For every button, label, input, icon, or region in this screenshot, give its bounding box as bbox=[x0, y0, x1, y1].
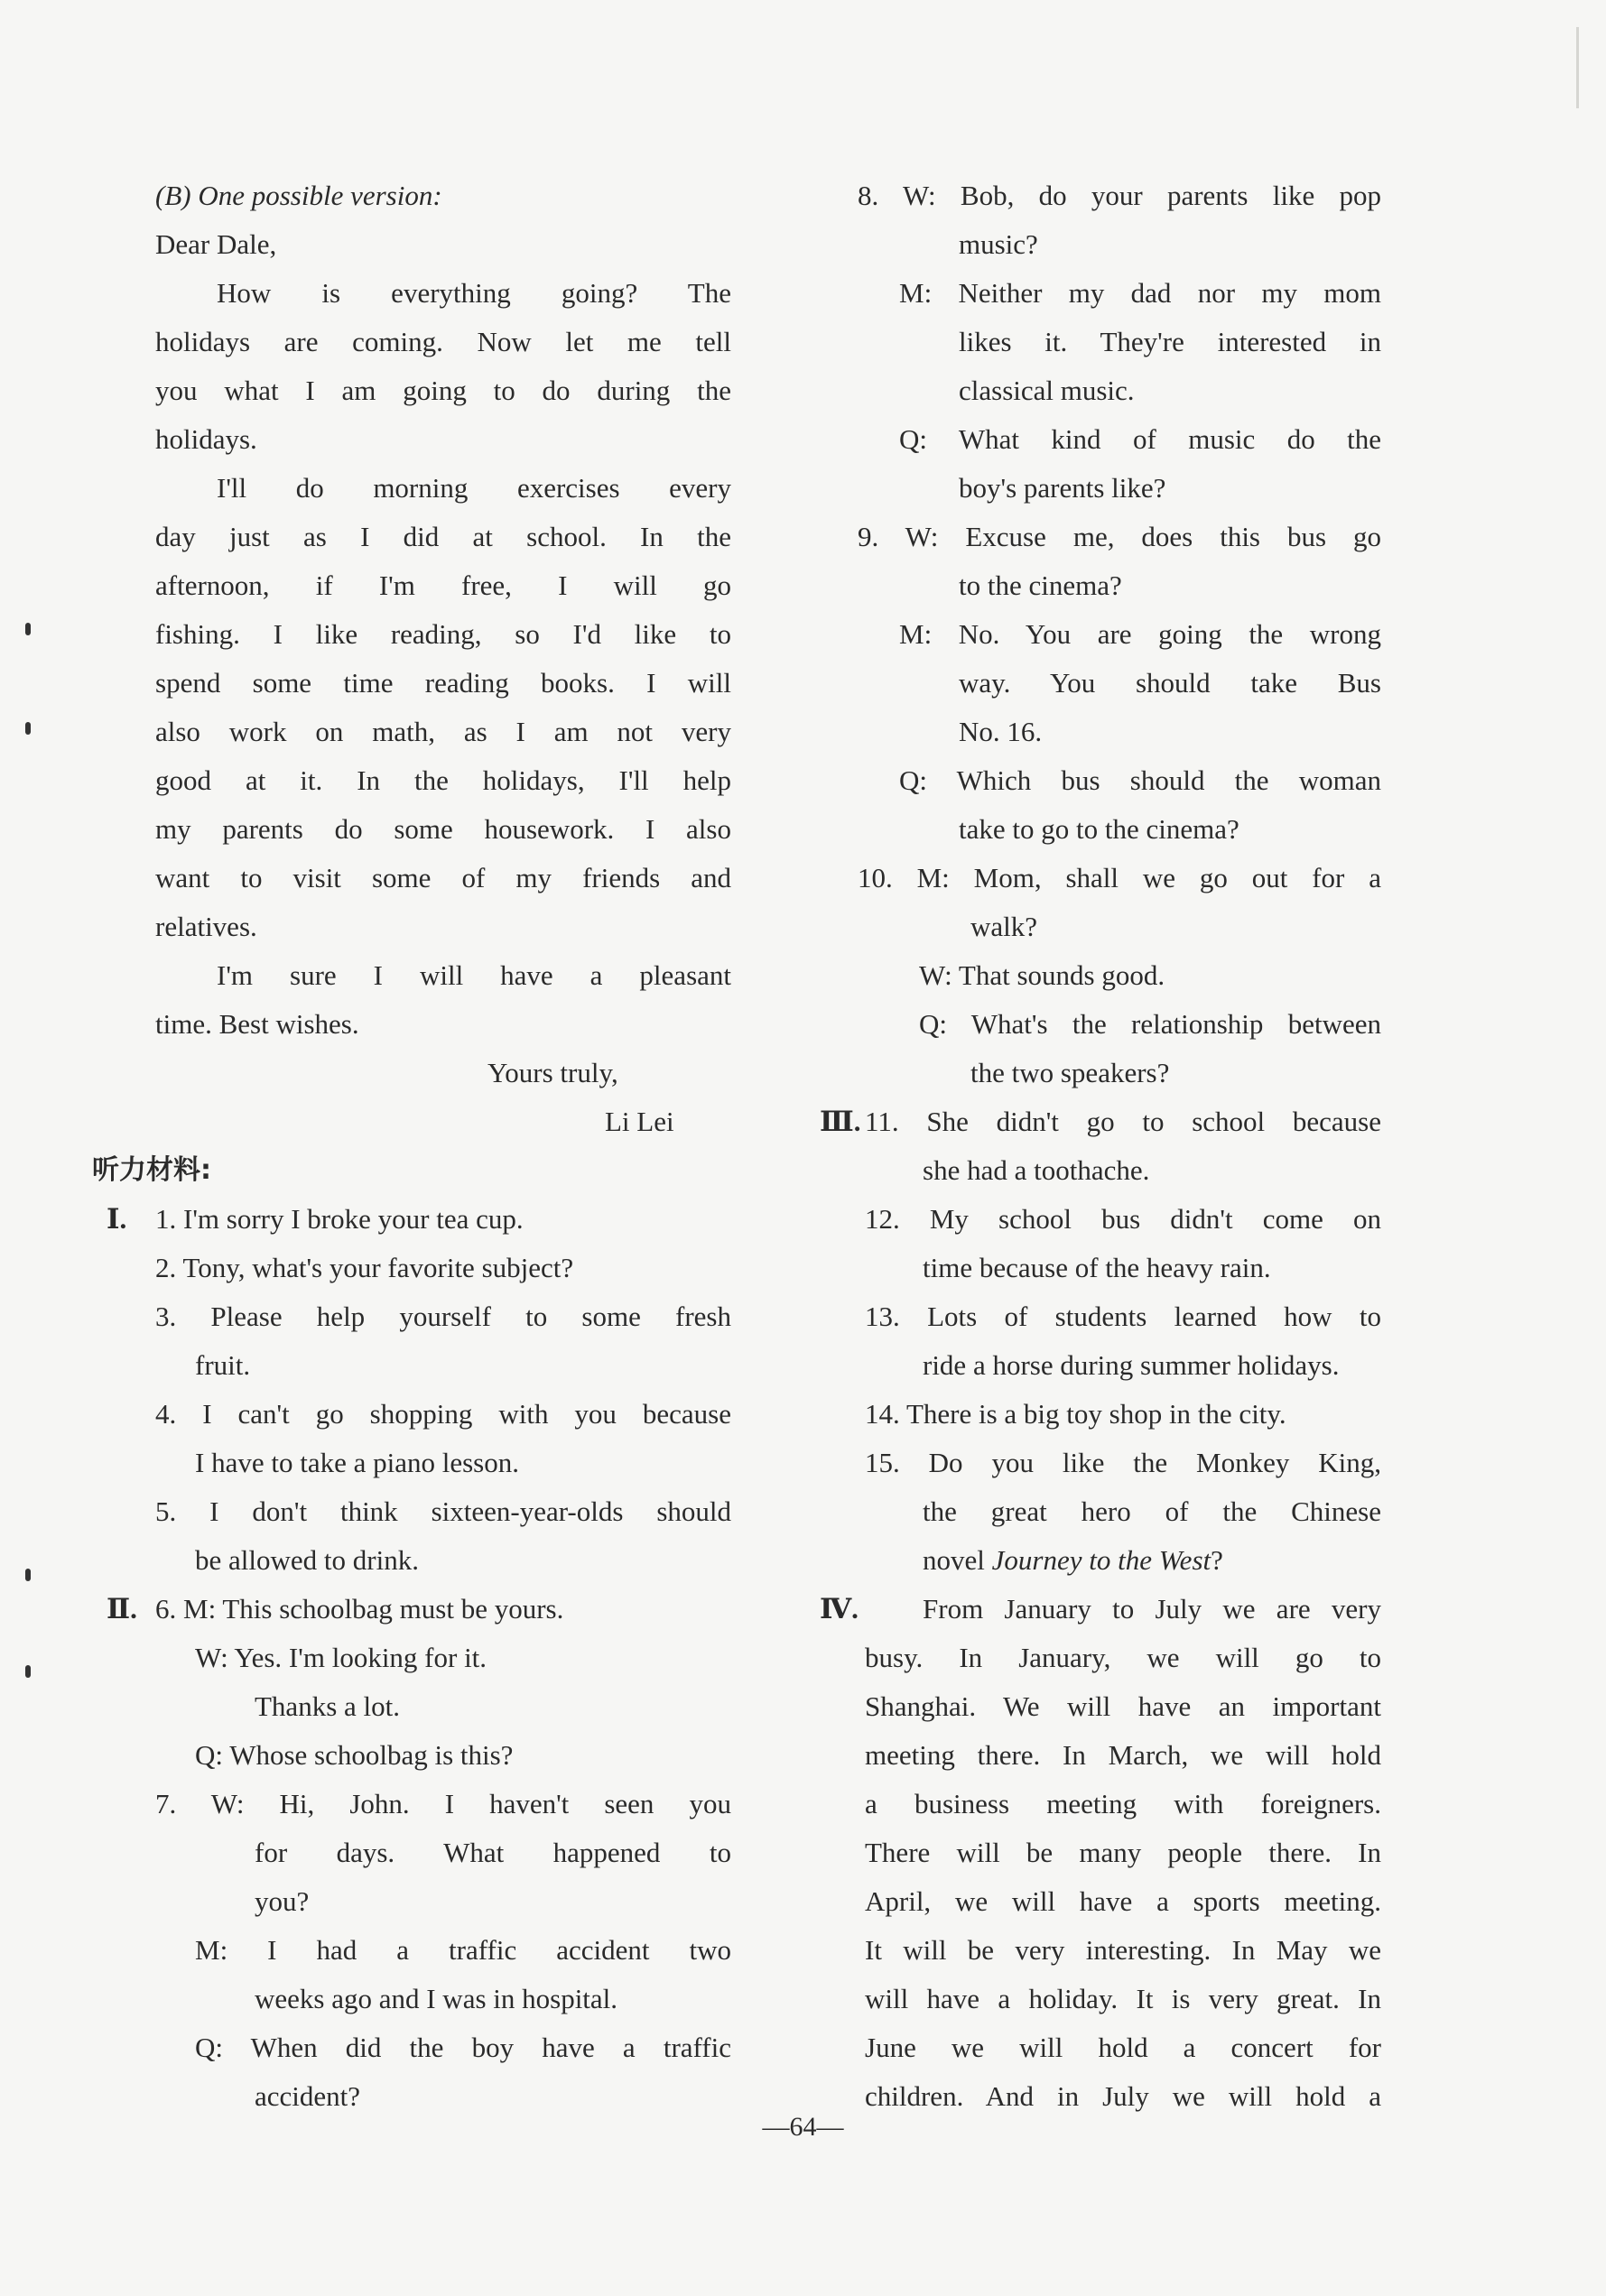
dialogue-line: W: That sounds good. bbox=[919, 959, 1165, 991]
listening-item: 5. I don't think sixteen-year-olds should bbox=[155, 1495, 731, 1527]
letter-line: relatives. bbox=[155, 911, 257, 942]
letter-line: I'm sure I will have a pleasant bbox=[217, 959, 731, 991]
letter-line: How is everything going? The bbox=[217, 277, 731, 309]
dialogue-line: Thanks a lot. bbox=[255, 1690, 400, 1722]
dialogue-line: walk? bbox=[970, 911, 1038, 942]
dialogue-line: 9. W: Excuse me, does this bus go bbox=[858, 521, 1381, 552]
listening-item: 11. She didn't go to school because bbox=[865, 1106, 1381, 1137]
letter-line: holidays are coming. Now let me tell bbox=[155, 326, 731, 357]
letter-greeting: Dear Dale, bbox=[155, 228, 277, 260]
listening-item: 3. Please help yourself to some fresh bbox=[155, 1301, 731, 1332]
dialogue-line: Q: Whose schoolbag is this? bbox=[195, 1739, 514, 1771]
letter-closing: Yours truly, bbox=[487, 1057, 618, 1088]
letter-line: afternoon, if I'm free, I will go bbox=[155, 569, 731, 601]
dialogue-line: likes it. They're interested in bbox=[959, 326, 1381, 357]
dialogue-line: boy's parents like? bbox=[959, 472, 1166, 504]
passage-line: There will be many people there. In bbox=[865, 1837, 1381, 1868]
listening-item: be allowed to drink. bbox=[195, 1544, 419, 1576]
passage-line: April, we will have a sports meeting. bbox=[865, 1885, 1381, 1917]
dialogue-line: M: I had a traffic accident two bbox=[195, 1934, 731, 1966]
passage-line: Shanghai. We will have an important bbox=[865, 1690, 1381, 1722]
dialogue-line: Q: What's the relationship between bbox=[919, 1008, 1381, 1040]
passage-line: It will be very interesting. In May we bbox=[865, 1934, 1381, 1966]
listening-item: 1. I'm sorry I broke your tea cup. bbox=[155, 1203, 524, 1235]
letter-line: my parents do some housework. I also bbox=[155, 813, 731, 845]
listening-item: 12. My school bus didn't come on bbox=[865, 1203, 1381, 1235]
letter-line: good at it. In the holidays, I'll help bbox=[155, 764, 731, 796]
dialogue-line: you? bbox=[255, 1885, 310, 1917]
dialogue-line: to the cinema? bbox=[959, 569, 1122, 601]
novel-title: Journey to the West bbox=[991, 1544, 1211, 1576]
passage-line: From January to July we are very bbox=[923, 1593, 1381, 1625]
margin-mark bbox=[25, 1569, 31, 1581]
listening-item: 14. There is a big toy shop in the city. bbox=[865, 1398, 1286, 1430]
letter-line: day just as I did at school. In the bbox=[155, 521, 731, 552]
letter-line: also work on math, as I am not very bbox=[155, 716, 731, 747]
dialogue-line: the two speakers? bbox=[970, 1057, 1170, 1088]
listening-item: she had a toothache. bbox=[923, 1154, 1150, 1186]
question-mark: ? bbox=[1211, 1544, 1223, 1576]
listening-item: ride a horse during summer holidays. bbox=[923, 1349, 1340, 1381]
dialogue-line: M: No. You are going the wrong bbox=[899, 618, 1381, 650]
letter-signature: Li Lei bbox=[605, 1106, 674, 1137]
dialogue-line: W: Yes. I'm looking for it. bbox=[195, 1642, 487, 1673]
margin-mark bbox=[25, 722, 31, 735]
dialogue-line: classical music. bbox=[959, 375, 1135, 406]
letter-line: you what I am going to do during the bbox=[155, 375, 731, 406]
page-number: —64— bbox=[762, 2112, 844, 2142]
dialogue-line: 6. M: This schoolbag must be yours. bbox=[155, 1593, 564, 1625]
dialogue-line: music? bbox=[959, 228, 1038, 260]
passage-line: a business meeting with foreigners. bbox=[865, 1788, 1381, 1819]
listening-item: I have to take a piano lesson. bbox=[195, 1447, 519, 1478]
letter-line: fishing. I like reading, so I'd like to bbox=[155, 618, 731, 650]
novel-prefix: novel bbox=[923, 1544, 985, 1576]
listening-item: 13. Lots of students learned how to bbox=[865, 1301, 1381, 1332]
dialogue-line: No. 16. bbox=[959, 716, 1043, 747]
passage-line: will have a holiday. It is very great. In bbox=[865, 1983, 1381, 2014]
dialogue-line: 10. M: Mom, shall we go out for a bbox=[858, 862, 1381, 893]
listening-item: time because of the heavy rain. bbox=[923, 1252, 1271, 1283]
section-marker: Ⅲ. bbox=[820, 1106, 861, 1137]
letter-line: holidays. bbox=[155, 423, 257, 455]
passage-line: meeting there. In March, we will hold bbox=[865, 1739, 1381, 1771]
dialogue-line: accident? bbox=[255, 2080, 361, 2112]
passage-line: children. And in July we will hold a bbox=[865, 2080, 1381, 2112]
section-marker: Ⅰ. bbox=[107, 1203, 127, 1235]
passage-line: busy. In January, we will go to bbox=[865, 1642, 1381, 1673]
letter-line: spend some time reading books. I will bbox=[155, 667, 731, 699]
dialogue-line: weeks ago and I was in hospital. bbox=[255, 1983, 618, 2014]
dialogue-line: M: Neither my dad nor my mom bbox=[899, 277, 1381, 309]
dialogue-line: way. You should take Bus bbox=[959, 667, 1381, 699]
listening-item: fruit. bbox=[195, 1349, 251, 1381]
listening-item: the great hero of the Chinese bbox=[923, 1495, 1381, 1527]
letter-line: time. Best wishes. bbox=[155, 1008, 359, 1040]
listening-item: 4. I can't go shopping with you because bbox=[155, 1398, 731, 1430]
listening-item: 2. Tony, what's your favorite subject? bbox=[155, 1252, 574, 1283]
passage-line: June we will hold a concert for bbox=[865, 2032, 1381, 2063]
dialogue-line: Q: Which bus should the woman bbox=[899, 764, 1381, 796]
dialogue-line: Q: When did the boy have a traffic bbox=[195, 2032, 731, 2063]
page-edge-rule bbox=[1576, 27, 1579, 108]
dialogue-line: for days. What happened to bbox=[255, 1837, 731, 1868]
letter-line: want to visit some of my friends and bbox=[155, 862, 731, 893]
dialogue-line: 7. W: Hi, John. I haven't seen you bbox=[155, 1788, 731, 1819]
dialogue-line: take to go to the cinema? bbox=[959, 813, 1239, 845]
listening-heading: 听力材料: bbox=[92, 1154, 211, 1186]
section-marker: Ⅱ. bbox=[107, 1593, 137, 1625]
listening-item: 15. Do you like the Monkey King, bbox=[865, 1447, 1381, 1478]
section-marker: Ⅳ. bbox=[820, 1593, 859, 1625]
margin-mark bbox=[25, 623, 31, 635]
letter-line: I'll do morning exercises every bbox=[217, 472, 731, 504]
dialogue-line: Q: What kind of music do the bbox=[899, 423, 1381, 455]
letter-intro: (B) One possible version: bbox=[155, 180, 442, 211]
dialogue-line: 8. W: Bob, do your parents like pop bbox=[858, 180, 1381, 211]
listening-item bbox=[923, 1536, 1223, 1585]
margin-mark bbox=[25, 1665, 31, 1678]
